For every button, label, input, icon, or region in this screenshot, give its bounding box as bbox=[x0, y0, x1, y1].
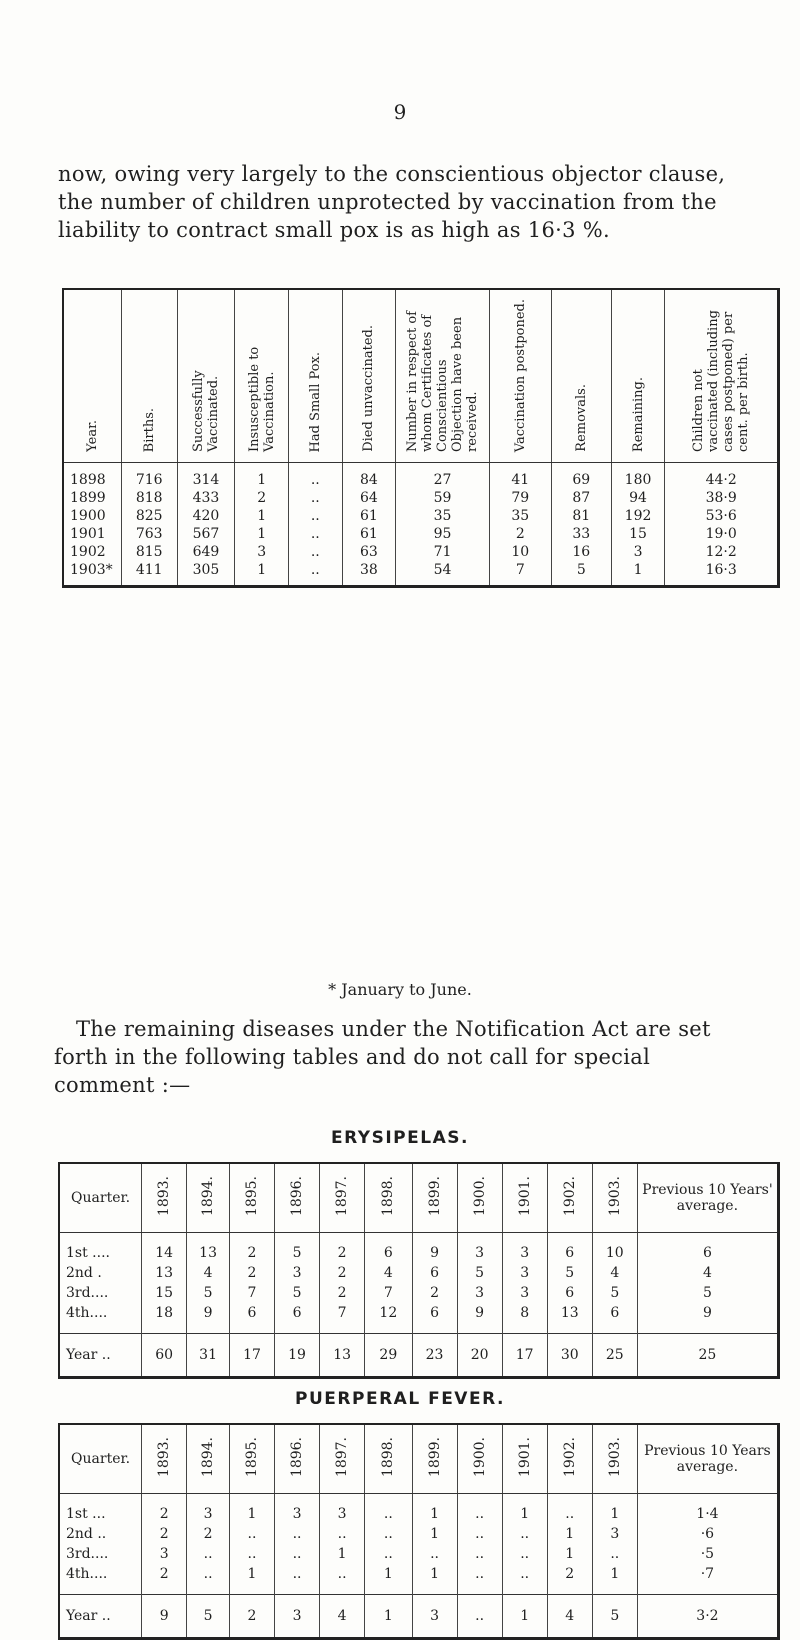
column-header bbox=[229, 1163, 274, 1233]
table-cell: .. bbox=[457, 1524, 502, 1544]
table-cell: 16·3 bbox=[665, 561, 779, 587]
column-header-label: 1901. bbox=[516, 1436, 533, 1478]
table-cell: .. bbox=[320, 1564, 365, 1595]
table-cell: .. bbox=[289, 489, 343, 507]
table-row bbox=[59, 1233, 779, 1264]
table-cell: 23 bbox=[412, 1334, 457, 1378]
column-header-label: 1898. bbox=[380, 1175, 397, 1217]
table-cell: 4 bbox=[592, 1263, 637, 1283]
table-cell: .. bbox=[457, 1564, 502, 1595]
table-cell: .. bbox=[365, 1524, 412, 1544]
table-cell: 2 bbox=[412, 1283, 457, 1303]
row-label: 2nd . bbox=[66, 1265, 102, 1281]
column-header-label: Quarter. bbox=[71, 1190, 131, 1206]
table-cell: 54 bbox=[396, 561, 490, 587]
column-header-label: 1895. bbox=[243, 1436, 260, 1478]
table-cell: .. bbox=[457, 1544, 502, 1564]
column-header-label: 1897. bbox=[334, 1175, 351, 1217]
column-header-label: Removals. bbox=[573, 384, 589, 452]
table-cell: 81 bbox=[551, 507, 611, 525]
table-cell: 5 bbox=[547, 1263, 592, 1283]
column-header bbox=[457, 1163, 502, 1233]
table-cell: 1 bbox=[235, 507, 289, 525]
column-header bbox=[275, 1163, 320, 1233]
table-cell: .. bbox=[457, 1595, 502, 1639]
table-cell: 13 bbox=[187, 1233, 230, 1264]
table-cell: .. bbox=[502, 1524, 547, 1544]
column-header bbox=[547, 1163, 592, 1233]
column-header-label: 1903. bbox=[606, 1436, 623, 1478]
table-cell: 180 bbox=[611, 463, 665, 490]
column-header-label: 1903. bbox=[606, 1175, 623, 1217]
column-header bbox=[592, 1424, 637, 1494]
table-cell: 33 bbox=[551, 525, 611, 543]
table-cell: 1 bbox=[412, 1494, 457, 1525]
table-cell: 1 bbox=[229, 1564, 274, 1595]
table-cell: 13 bbox=[547, 1303, 592, 1334]
table-cell: 31 bbox=[187, 1334, 230, 1378]
table-cell: 20 bbox=[457, 1334, 502, 1378]
table-cell: 69 bbox=[551, 463, 611, 490]
column-header bbox=[365, 1163, 412, 1233]
table-cell: 305 bbox=[177, 561, 235, 587]
table-cell: 18 bbox=[142, 1303, 187, 1334]
table-cell: 1 bbox=[365, 1595, 412, 1639]
table-cell: 5 bbox=[457, 1263, 502, 1283]
table-cell: 5 bbox=[592, 1595, 637, 1639]
column-header bbox=[229, 1424, 274, 1494]
intro-paragraph: now, owing very largely to the conscientious objector clause, the number of children unprotected by vaccination from the liability to contract small pox is as high as 16·3 %. bbox=[58, 162, 726, 242]
table-cell: 2 bbox=[229, 1263, 274, 1283]
table-cell: 6 bbox=[365, 1233, 412, 1264]
table-cell: 1 bbox=[320, 1544, 365, 1564]
table-cell: 6 bbox=[547, 1233, 592, 1264]
table-cell: .. bbox=[289, 507, 343, 525]
table-cell: 2 bbox=[142, 1564, 187, 1595]
table-cell: 2 bbox=[229, 1233, 274, 1264]
table-cell: 4 bbox=[547, 1595, 592, 1639]
puerperal-fever-header-row bbox=[59, 1424, 779, 1494]
table-row bbox=[59, 1524, 779, 1544]
table-cell: 825 bbox=[121, 507, 177, 525]
table-cell: 17 bbox=[502, 1334, 547, 1378]
column-header bbox=[235, 289, 289, 463]
table-cell: 1 bbox=[592, 1564, 637, 1595]
table-cell: 1 bbox=[502, 1494, 547, 1525]
table-cell: 192 bbox=[611, 507, 665, 525]
column-header-label: Children not vaccinated (including cases postponed) per cent. per birth. bbox=[691, 310, 752, 452]
table-cell: 314 bbox=[177, 463, 235, 490]
table-cell: 3 bbox=[502, 1233, 547, 1264]
table-cell: 9 bbox=[457, 1303, 502, 1334]
table-cell: .. bbox=[457, 1494, 502, 1525]
column-header bbox=[320, 1424, 365, 1494]
column-header-label: Died unvaccinated. bbox=[361, 325, 377, 452]
table-cell: 3 bbox=[457, 1233, 502, 1264]
column-header-label: Year. bbox=[84, 420, 100, 452]
table-cell: 2 bbox=[489, 525, 551, 543]
table-cell: .. bbox=[289, 543, 343, 561]
column-header-label: Previous 10 Years' average. bbox=[642, 1182, 773, 1214]
table-cell: 2 bbox=[320, 1283, 365, 1303]
column-header-label: 1895. bbox=[243, 1175, 260, 1217]
column-header bbox=[547, 1424, 592, 1494]
table-cell: 9 bbox=[142, 1595, 187, 1639]
table-cell: 5 bbox=[187, 1283, 230, 1303]
table-cell: 1 bbox=[592, 1494, 637, 1525]
column-header-label: Successfully Vaccinated. bbox=[190, 370, 221, 452]
table-cell: 5 bbox=[637, 1283, 778, 1303]
table-cell: 2 bbox=[320, 1263, 365, 1283]
table-row bbox=[63, 561, 779, 587]
page-number: 9 bbox=[393, 100, 407, 124]
table-cell: 3 bbox=[275, 1595, 320, 1639]
column-header-label: Previous 10 Years average. bbox=[644, 1443, 771, 1475]
table-cell: 3 bbox=[275, 1263, 320, 1283]
column-header-label: 1899. bbox=[426, 1436, 443, 1478]
table-cell: 14 bbox=[142, 1233, 187, 1264]
column-header bbox=[63, 289, 121, 463]
table-cell: 3 bbox=[142, 1544, 187, 1564]
table-cell: .. bbox=[320, 1524, 365, 1544]
table-cell: 4 bbox=[637, 1263, 778, 1283]
table-cell: 763 bbox=[121, 525, 177, 543]
table-cell: 5 bbox=[187, 1595, 230, 1639]
column-header bbox=[342, 289, 396, 463]
table-cell: 2 bbox=[320, 1233, 365, 1264]
column-header bbox=[289, 289, 343, 463]
row-label: 1st ... bbox=[66, 1506, 106, 1522]
column-header-label: 1893. bbox=[156, 1175, 173, 1217]
table-cell: 1·4 bbox=[637, 1494, 778, 1525]
table-cell: .. bbox=[365, 1494, 412, 1525]
vaccination-footnote: * January to June. bbox=[328, 980, 472, 999]
table-cell: 3 bbox=[502, 1283, 547, 1303]
table-cell: .. bbox=[229, 1544, 274, 1564]
table-cell: ·6 bbox=[637, 1524, 778, 1544]
table-cell: 38 bbox=[342, 561, 396, 587]
column-header-label: 1902. bbox=[561, 1436, 578, 1478]
table-cell: 2 bbox=[142, 1524, 187, 1544]
column-header bbox=[396, 289, 490, 463]
table-cell: 1 bbox=[365, 1564, 412, 1595]
table-cell: .. bbox=[289, 463, 343, 490]
table-cell: 35 bbox=[489, 507, 551, 525]
row-label: 3rd.... bbox=[66, 1546, 109, 1562]
row-label: 1901 bbox=[70, 526, 106, 542]
table-cell: 87 bbox=[551, 489, 611, 507]
table-row bbox=[63, 489, 779, 507]
table-cell: 13 bbox=[142, 1263, 187, 1283]
table-cell: 3 bbox=[412, 1595, 457, 1639]
table-cell: 3·2 bbox=[637, 1595, 778, 1639]
table-cell: 12 bbox=[365, 1303, 412, 1334]
table-cell: 16 bbox=[551, 543, 611, 561]
table-cell: 19 bbox=[275, 1334, 320, 1378]
table-row bbox=[63, 543, 779, 561]
table-cell: 63 bbox=[342, 543, 396, 561]
table-cell: 1 bbox=[611, 561, 665, 587]
column-header-label: Vaccination postponed. bbox=[512, 298, 528, 452]
table-cell: 818 bbox=[121, 489, 177, 507]
column-header-label: 1899. bbox=[426, 1175, 443, 1217]
table-cell: 61 bbox=[342, 507, 396, 525]
table-cell: .. bbox=[187, 1564, 230, 1595]
column-header bbox=[142, 1163, 187, 1233]
table-cell: 4 bbox=[365, 1263, 412, 1283]
table-cell: 7 bbox=[229, 1283, 274, 1303]
table-cell: 2 bbox=[187, 1524, 230, 1544]
column-header-label: 1901. bbox=[516, 1175, 533, 1217]
table-cell: 10 bbox=[592, 1233, 637, 1264]
column-header-label: Insusceptible to Vaccination. bbox=[246, 346, 277, 452]
table-cell: 19·0 bbox=[665, 525, 779, 543]
table-cell: 41 bbox=[489, 463, 551, 490]
column-header bbox=[121, 289, 177, 463]
column-header-label: 1902. bbox=[561, 1175, 578, 1217]
puerperal-fever-table bbox=[58, 1423, 780, 1640]
column-header bbox=[637, 1424, 778, 1494]
column-header bbox=[551, 289, 611, 463]
table-cell: 3 bbox=[502, 1263, 547, 1283]
column-header bbox=[611, 289, 665, 463]
table-cell: 59 bbox=[396, 489, 490, 507]
table-row bbox=[59, 1303, 779, 1334]
table-cell: 17 bbox=[229, 1334, 274, 1378]
column-header bbox=[412, 1424, 457, 1494]
table-cell: .. bbox=[502, 1564, 547, 1595]
table-cell: 60 bbox=[142, 1334, 187, 1378]
table-cell: 84 bbox=[342, 463, 396, 490]
table-cell: 61 bbox=[342, 525, 396, 543]
column-header-label: 1898. bbox=[380, 1436, 397, 1478]
table-cell: 1 bbox=[412, 1564, 457, 1595]
table-cell: 6 bbox=[637, 1233, 778, 1264]
vaccination-header-row bbox=[63, 289, 779, 463]
table-cell: 29 bbox=[365, 1334, 412, 1378]
row-label: 1st .... bbox=[66, 1245, 110, 1261]
table-cell: 2 bbox=[547, 1564, 592, 1595]
column-header bbox=[665, 289, 779, 463]
table-cell: 10 bbox=[489, 543, 551, 561]
table-cell: 3 bbox=[611, 543, 665, 561]
table-cell: 53·6 bbox=[665, 507, 779, 525]
column-header bbox=[177, 289, 235, 463]
row-label: Year .. bbox=[59, 1595, 142, 1639]
column-header-label: 1900. bbox=[471, 1436, 488, 1478]
table-cell: 12·2 bbox=[665, 543, 779, 561]
table-cell: 71 bbox=[396, 543, 490, 561]
table-cell: 9 bbox=[637, 1303, 778, 1334]
table-cell: 8 bbox=[502, 1303, 547, 1334]
table-cell: 6 bbox=[412, 1303, 457, 1334]
row-label: 1900 bbox=[70, 508, 106, 524]
column-header bbox=[592, 1163, 637, 1233]
column-header bbox=[502, 1163, 547, 1233]
table-cell: 94 bbox=[611, 489, 665, 507]
table-cell: 815 bbox=[121, 543, 177, 561]
table-cell: 5 bbox=[275, 1283, 320, 1303]
erysipelas-table bbox=[58, 1162, 780, 1379]
table-cell: 15 bbox=[611, 525, 665, 543]
table-cell: 6 bbox=[275, 1303, 320, 1334]
column-header bbox=[502, 1424, 547, 1494]
column-header-label: 1897. bbox=[334, 1436, 351, 1478]
column-header-label: Had Small Pox. bbox=[307, 351, 323, 452]
table-cell: 411 bbox=[121, 561, 177, 587]
table-row bbox=[59, 1283, 779, 1303]
row-label: Year .. bbox=[59, 1334, 142, 1378]
column-header bbox=[59, 1163, 142, 1233]
table-cell: 3 bbox=[457, 1283, 502, 1303]
table-cell: 3 bbox=[592, 1524, 637, 1544]
table-cell: 3 bbox=[187, 1494, 230, 1525]
table-cell: 1 bbox=[547, 1524, 592, 1544]
row-label: 1902 bbox=[70, 544, 106, 560]
table-cell: .. bbox=[412, 1544, 457, 1564]
table-cell: 716 bbox=[121, 463, 177, 490]
row-label: 4th.... bbox=[66, 1566, 108, 1582]
table-cell: 2 bbox=[142, 1494, 187, 1525]
second-paragraph: The remaining diseases under the Notification Act are set forth in the following tables and do not call for special comment :— bbox=[54, 1017, 711, 1097]
column-header bbox=[275, 1424, 320, 1494]
column-header bbox=[457, 1424, 502, 1494]
table-cell: 6 bbox=[229, 1303, 274, 1334]
erysipelas-header-row bbox=[59, 1163, 779, 1233]
table-row bbox=[59, 1544, 779, 1564]
total-row bbox=[59, 1595, 779, 1639]
table-cell: 433 bbox=[177, 489, 235, 507]
row-label: 3rd.... bbox=[66, 1285, 109, 1301]
table-cell: 2 bbox=[229, 1595, 274, 1639]
table-cell: .. bbox=[289, 525, 343, 543]
table-cell: 1 bbox=[547, 1544, 592, 1564]
table-cell: 7 bbox=[320, 1303, 365, 1334]
table-cell: .. bbox=[187, 1544, 230, 1564]
row-label: 1903* bbox=[70, 562, 113, 578]
table-cell: 5 bbox=[592, 1283, 637, 1303]
table-cell: 1 bbox=[229, 1494, 274, 1525]
column-header-label: 1893. bbox=[156, 1436, 173, 1478]
table-cell: .. bbox=[275, 1564, 320, 1595]
table-cell: 4 bbox=[320, 1595, 365, 1639]
table-cell: 5 bbox=[275, 1233, 320, 1264]
table-cell: 25 bbox=[637, 1334, 778, 1378]
column-header-label: Quarter. bbox=[71, 1451, 131, 1467]
table-cell: 64 bbox=[342, 489, 396, 507]
table-cell: 25 bbox=[592, 1334, 637, 1378]
table-cell: 79 bbox=[489, 489, 551, 507]
table-cell: 44·2 bbox=[665, 463, 779, 490]
table-cell: 1 bbox=[235, 463, 289, 490]
row-label: 2nd .. bbox=[66, 1526, 107, 1542]
table-cell: 9 bbox=[187, 1303, 230, 1334]
table-cell: 567 bbox=[177, 525, 235, 543]
table-row bbox=[59, 1564, 779, 1595]
column-header bbox=[59, 1424, 142, 1494]
table-cell: 4 bbox=[187, 1263, 230, 1283]
column-header bbox=[489, 289, 551, 463]
total-row bbox=[59, 1334, 779, 1378]
column-header-label: 1894. bbox=[200, 1175, 217, 1217]
table-cell: 1 bbox=[235, 525, 289, 543]
table-cell: 6 bbox=[547, 1283, 592, 1303]
table-cell: 15 bbox=[142, 1283, 187, 1303]
column-header-label: 1896. bbox=[289, 1436, 306, 1478]
table-cell: 3 bbox=[275, 1494, 320, 1525]
column-header bbox=[637, 1163, 778, 1233]
row-label: 4th.... bbox=[66, 1305, 108, 1321]
table-cell: .. bbox=[275, 1544, 320, 1564]
column-header-label: Births. bbox=[141, 407, 157, 452]
table-cell: 3 bbox=[235, 543, 289, 561]
table-cell: 9 bbox=[412, 1233, 457, 1264]
vaccination-table bbox=[62, 288, 780, 588]
row-label: 1899 bbox=[70, 490, 106, 506]
table-cell: .. bbox=[229, 1524, 274, 1544]
table-cell: ·5 bbox=[637, 1544, 778, 1564]
table-row bbox=[59, 1263, 779, 1283]
table-cell: 13 bbox=[320, 1334, 365, 1378]
column-header-label: 1896. bbox=[289, 1175, 306, 1217]
table-row bbox=[63, 525, 779, 543]
column-header-label: Number in respect of whom Certificates of Conscientious Objection have been received. bbox=[405, 311, 480, 452]
row-label: 1898 bbox=[70, 472, 106, 488]
table-cell: 95 bbox=[396, 525, 490, 543]
table-cell: .. bbox=[547, 1494, 592, 1525]
table-cell: 5 bbox=[551, 561, 611, 587]
column-header bbox=[412, 1163, 457, 1233]
table-cell: 2 bbox=[235, 489, 289, 507]
table-cell: 1 bbox=[235, 561, 289, 587]
table-cell: 1 bbox=[502, 1595, 547, 1639]
table-row bbox=[63, 463, 779, 490]
table-cell: 35 bbox=[396, 507, 490, 525]
column-header bbox=[187, 1424, 230, 1494]
column-header-label: 1894. bbox=[200, 1436, 217, 1478]
table-cell: 38·9 bbox=[665, 489, 779, 507]
column-header-label: Remaining. bbox=[630, 376, 646, 452]
table-cell: .. bbox=[592, 1544, 637, 1564]
table-cell: .. bbox=[502, 1544, 547, 1564]
table-cell: .. bbox=[365, 1544, 412, 1564]
column-header bbox=[320, 1163, 365, 1233]
erysipelas-heading: ERYSIPELAS. bbox=[331, 1128, 469, 1148]
table-cell: 3 bbox=[320, 1494, 365, 1525]
table-cell: 7 bbox=[489, 561, 551, 587]
puerperal-fever-heading: PUERPERAL FEVER. bbox=[295, 1389, 505, 1409]
column-header bbox=[187, 1163, 230, 1233]
column-header-label: 1900. bbox=[471, 1175, 488, 1217]
table-row bbox=[63, 507, 779, 525]
table-cell: 7 bbox=[365, 1283, 412, 1303]
table-cell: ·7 bbox=[637, 1564, 778, 1595]
table-cell: 27 bbox=[396, 463, 490, 490]
table-cell: 1 bbox=[412, 1524, 457, 1544]
table-cell: 6 bbox=[592, 1303, 637, 1334]
table-cell: 420 bbox=[177, 507, 235, 525]
table-cell: 6 bbox=[412, 1263, 457, 1283]
table-cell: .. bbox=[275, 1524, 320, 1544]
table-cell: 30 bbox=[547, 1334, 592, 1378]
column-header bbox=[365, 1424, 412, 1494]
table-cell: 649 bbox=[177, 543, 235, 561]
column-header bbox=[142, 1424, 187, 1494]
table-row bbox=[59, 1494, 779, 1525]
table-cell: .. bbox=[289, 561, 343, 587]
